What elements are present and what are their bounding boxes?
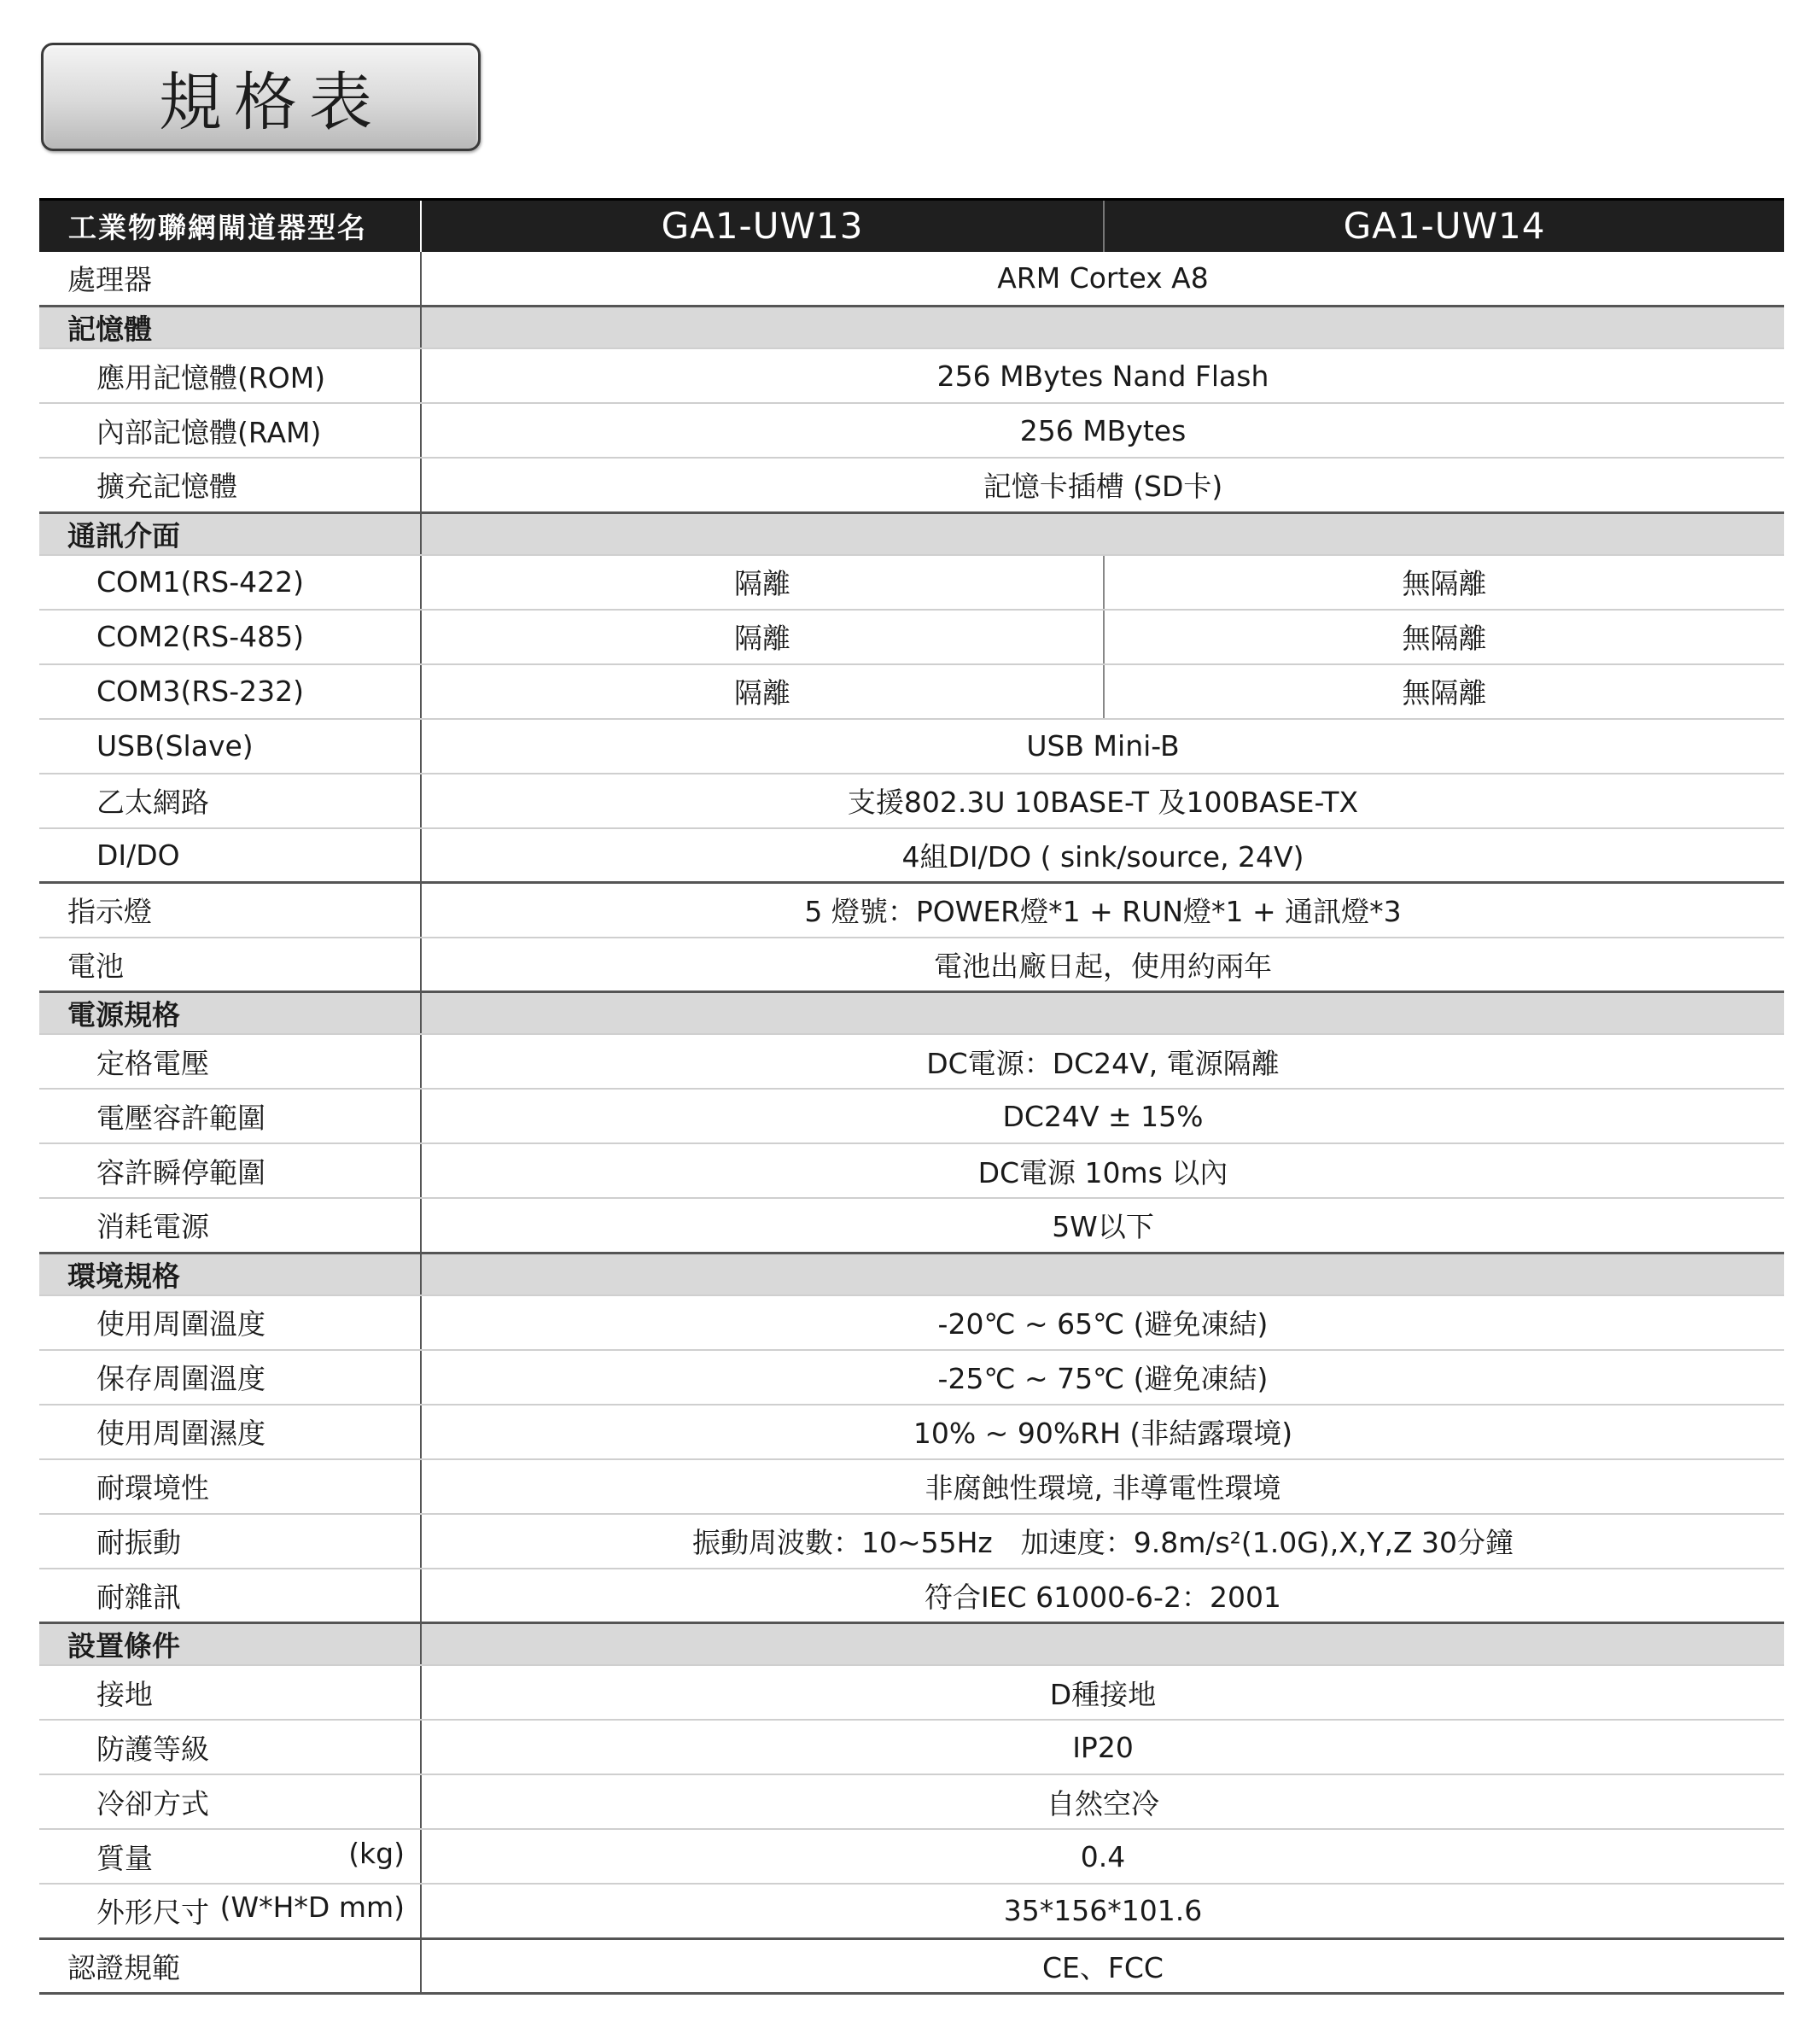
row-value: DC24V ± 15% bbox=[421, 1089, 1784, 1143]
row-label: 電池 bbox=[39, 938, 421, 992]
row-value: D種接地 bbox=[421, 1665, 1784, 1720]
row-com2 bbox=[39, 610, 1784, 664]
row-label: 外形尺寸 bbox=[96, 1896, 209, 1930]
row-value: 支援802.3U 10BASE-T 及100BASE-TX bbox=[421, 774, 1784, 828]
row-label: 冷卻方式 bbox=[39, 1774, 421, 1829]
row-com1 bbox=[39, 555, 1784, 610]
row-value-uw14: 無隔離 bbox=[1104, 555, 1784, 610]
row-ram bbox=[39, 403, 1784, 458]
row-humidity bbox=[39, 1405, 1784, 1459]
row-env-resist bbox=[39, 1459, 1784, 1514]
row-value: CE、FCC bbox=[421, 1938, 1784, 1993]
row-label: 電壓容許範圍 bbox=[39, 1089, 421, 1143]
row-value: DC電源 10ms 以內 bbox=[421, 1143, 1784, 1198]
row-label: 消耗電源 bbox=[39, 1198, 421, 1253]
row-st-temp bbox=[39, 1350, 1784, 1405]
section-label: 記憶體 bbox=[39, 307, 421, 349]
row-op-temp bbox=[39, 1295, 1784, 1350]
model-uw14: GA1-UW14 bbox=[1104, 200, 1784, 252]
row-size bbox=[39, 1884, 1784, 1938]
row-vibration bbox=[39, 1514, 1784, 1569]
row-value: 0.4 bbox=[421, 1829, 1784, 1884]
row-rom bbox=[39, 348, 1784, 403]
row-label: 使用周圍溫度 bbox=[39, 1295, 421, 1350]
row-label: 使用周圍濕度 bbox=[39, 1405, 421, 1459]
section-install bbox=[39, 1623, 1784, 1666]
row-ip bbox=[39, 1720, 1784, 1774]
row-value-uw14: 無隔離 bbox=[1104, 610, 1784, 664]
row-value: 非腐蝕性環境, 非導電性環境 bbox=[421, 1459, 1784, 1514]
row-label: 防護等級 bbox=[39, 1720, 421, 1774]
row-value: USB Mini-B bbox=[421, 719, 1784, 774]
row-value-uw13: 隔離 bbox=[421, 610, 1104, 664]
row-value: 5 燈號：POWER燈*1 + RUN燈*1 + 通訊燈*3 bbox=[421, 883, 1784, 938]
row-value: -25℃ ~ 75℃ (避免凍結) bbox=[421, 1350, 1784, 1405]
row-value: 256 MBytes bbox=[421, 403, 1784, 458]
row-battery bbox=[39, 938, 1784, 992]
row-label: 認證規範 bbox=[39, 1938, 421, 1993]
row-label: DI/DO bbox=[39, 828, 421, 883]
row-value: DC電源：DC24V, 電源隔離 bbox=[421, 1034, 1784, 1089]
row-label: 乙太網路 bbox=[39, 774, 421, 828]
row-label: 指示燈 bbox=[39, 883, 421, 938]
row-label: 處理器 bbox=[39, 252, 421, 307]
section-comm bbox=[39, 512, 1784, 555]
row-value: 自然空冷 bbox=[421, 1774, 1784, 1829]
row-value: 10% ~ 90%RH (非結露環境) bbox=[421, 1405, 1784, 1459]
row-label: 耐環境性 bbox=[39, 1459, 421, 1514]
row-label: USB(Slave) bbox=[39, 719, 421, 774]
section-label: 通訊介面 bbox=[39, 512, 421, 555]
row-noise bbox=[39, 1569, 1784, 1623]
row-value: 振動周波數：10~55Hz 加速度：9.8m/s²(1.0G),X,Y,Z 30分鐘 bbox=[421, 1514, 1784, 1569]
row-rated-voltage bbox=[39, 1034, 1784, 1089]
row-value-uw13: 隔離 bbox=[421, 555, 1104, 610]
row-dido bbox=[39, 828, 1784, 883]
row-value: 4組DI/DO ( sink/source, 24V) bbox=[421, 828, 1784, 883]
section-power bbox=[39, 992, 1784, 1035]
page-title: 規格表 bbox=[159, 65, 384, 139]
section-label: 設置條件 bbox=[39, 1623, 421, 1666]
section-env bbox=[39, 1253, 1784, 1295]
row-label: 容許瞬停範圍 bbox=[39, 1143, 421, 1198]
row-value: 記憶卡插槽 (SD卡) bbox=[421, 458, 1784, 512]
row-label: COM1(RS-422) bbox=[39, 555, 421, 610]
row-value: 5W以下 bbox=[421, 1198, 1784, 1253]
row-label-cell bbox=[39, 1829, 421, 1884]
section-label: 電源規格 bbox=[39, 992, 421, 1035]
row-label: COM2(RS-485) bbox=[39, 610, 421, 664]
row-label-cell bbox=[39, 1884, 421, 1938]
header-row bbox=[39, 200, 1784, 252]
row-consumption bbox=[39, 1198, 1784, 1253]
row-value: IP20 bbox=[421, 1720, 1784, 1774]
row-label: COM3(RS-232) bbox=[39, 664, 421, 719]
row-cert bbox=[39, 1938, 1784, 1993]
row-cooling bbox=[39, 1774, 1784, 1829]
row-value: -20℃ ~ 65℃ (避免凍結) bbox=[421, 1295, 1784, 1350]
row-value: 電池出廠日起，使用約兩年 bbox=[421, 938, 1784, 992]
row-processor bbox=[39, 252, 1784, 307]
row-ethernet bbox=[39, 774, 1784, 828]
row-value-uw14: 無隔離 bbox=[1104, 664, 1784, 719]
row-label: 擴充記憶體 bbox=[39, 458, 421, 512]
section-label: 環境規格 bbox=[39, 1253, 421, 1295]
row-outage bbox=[39, 1143, 1784, 1198]
row-ground bbox=[39, 1665, 1784, 1720]
title-badge bbox=[41, 43, 481, 151]
row-label: 應用記憶體(ROM) bbox=[39, 348, 421, 403]
row-label: 質量 bbox=[96, 1841, 153, 1875]
row-value: 35*156*101.6 bbox=[421, 1884, 1784, 1938]
row-value: ARM Cortex A8 bbox=[421, 252, 1784, 307]
row-com3 bbox=[39, 664, 1784, 719]
row-label: 耐振動 bbox=[39, 1514, 421, 1569]
row-unit: (kg) bbox=[348, 1836, 405, 1870]
spec-table bbox=[39, 198, 1784, 1995]
row-value: 256 MBytes Nand Flash bbox=[421, 348, 1784, 403]
row-value-uw13: 隔離 bbox=[421, 664, 1104, 719]
section-memory bbox=[39, 307, 1784, 349]
header-label: 工業物聯網閘道器型名 bbox=[39, 200, 421, 252]
row-voltage-range bbox=[39, 1089, 1784, 1143]
row-label: 耐雜訊 bbox=[39, 1569, 421, 1623]
model-uw13: GA1-UW13 bbox=[421, 200, 1104, 252]
row-usb bbox=[39, 719, 1784, 774]
row-label: 內部記憶體(RAM) bbox=[39, 403, 421, 458]
row-label: 接地 bbox=[39, 1665, 421, 1720]
row-indicator bbox=[39, 883, 1784, 938]
row-ext-memory bbox=[39, 458, 1784, 512]
row-label: 保存周圍溫度 bbox=[39, 1350, 421, 1405]
row-value: 符合IEC 61000-6-2：2001 bbox=[421, 1569, 1784, 1623]
row-label: 定格電壓 bbox=[39, 1034, 421, 1089]
row-unit: (W*H*D mm) bbox=[219, 1891, 405, 1925]
row-weight bbox=[39, 1829, 1784, 1884]
